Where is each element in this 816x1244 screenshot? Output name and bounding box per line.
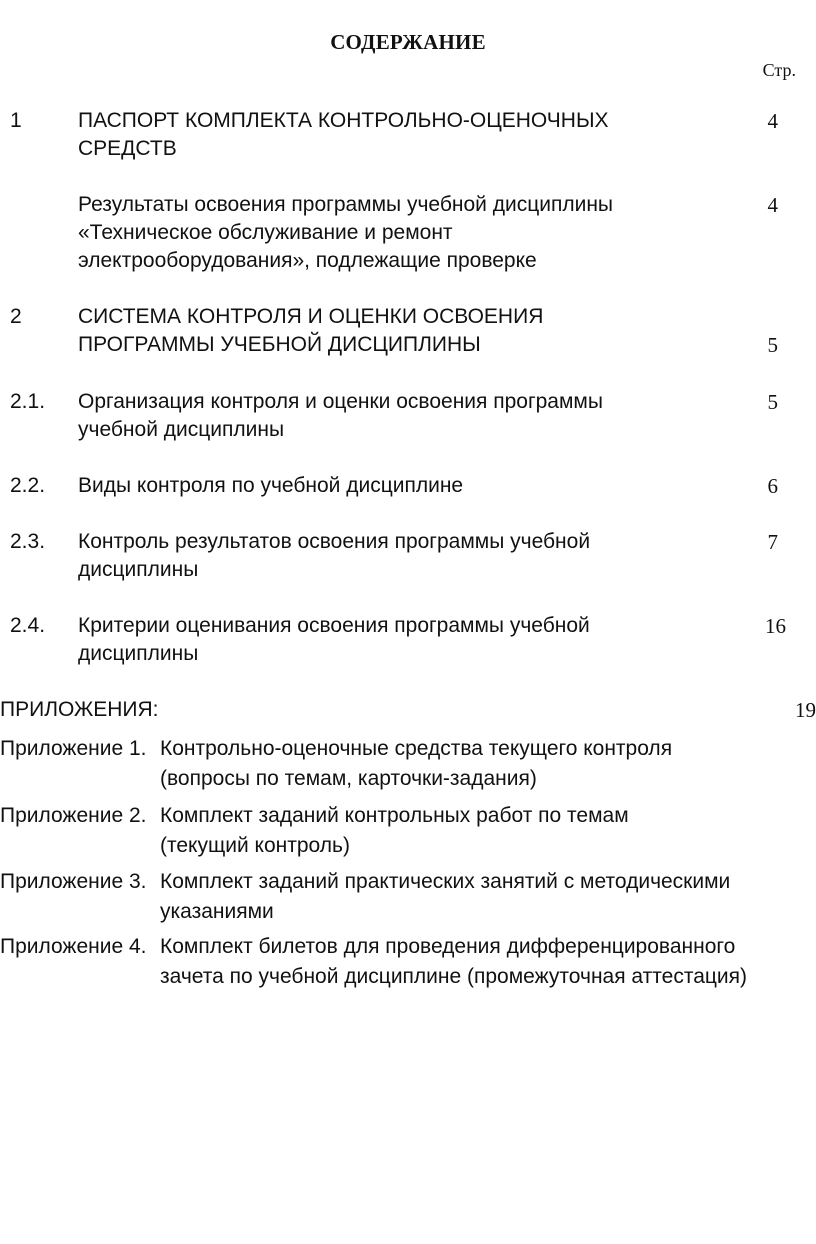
toc-number: 2.4. xyxy=(10,614,46,637)
toc-page: 16 xyxy=(765,614,786,638)
toc-text: Контроль результатов освоения программы учебной дисциплины xyxy=(78,530,591,581)
appendix-label: Приложение 3. xyxy=(0,870,147,893)
appendix-description: Комплект заданий практических занятий с методическими xyxy=(160,870,731,893)
toc-page: 7 xyxy=(767,530,778,554)
toc-number: 2.2. xyxy=(10,474,46,497)
appendix-description: Комплект заданий контрольных работ по темам xyxy=(160,804,629,827)
appendix-description-continued: (вопросы по темам, карточки-задания) xyxy=(160,767,537,790)
toc-text: ПАСПОРТ КОМПЛЕКТА КОНТРОЛЬНО-ОЦЕНОЧНЫХ СРЕДСТВ xyxy=(78,109,609,160)
toc-page: 6 xyxy=(767,474,778,498)
appendix-description-continued: зачета по учебной дисциплине (промежуточная аттестация) xyxy=(160,965,748,988)
toc-number: 2.3. xyxy=(10,530,46,553)
toc-text: Организация контроля и оценки освоения программы учебной дисциплины xyxy=(78,390,603,441)
toc-page: 5 xyxy=(767,333,778,357)
document-title: СОДЕРЖАНИЕ xyxy=(330,30,486,54)
appendix-description-continued: (текущий контроль) xyxy=(160,834,350,857)
page-column-header: Стр. xyxy=(762,60,796,80)
appendix-label: Приложение 2. xyxy=(0,804,147,827)
appendix-description: Комплект билетов для проведения дифференцированного xyxy=(160,935,736,958)
toc-page: 4 xyxy=(767,193,778,217)
toc-page: 4 xyxy=(767,109,778,133)
toc-text: Виды контроля по учебной дисциплине xyxy=(78,474,464,497)
toc-number: 2 xyxy=(10,305,22,328)
appendix-label: Приложение 4. xyxy=(0,935,147,958)
toc-text: Результаты освоения программы учебной дисциплины «Техническое обслуживание и ремонт электрооборудования», подлежащие проверке xyxy=(78,193,614,272)
toc-number: 1 xyxy=(10,109,22,132)
appendix-label: Приложение 1. xyxy=(0,737,147,760)
toc-text: Критерии оценивания освоения программы учебной дисциплины xyxy=(78,614,590,665)
toc-page: 5 xyxy=(767,390,778,414)
toc-text: СИСТЕМА КОНТРОЛЯ И ОЦЕНКИ ОСВОЕНИЯ ПРОГРАММЫ УЧЕБНОЙ ДИСЦИПЛИНЫ xyxy=(78,305,544,356)
appendix-description: Контрольно-оценочные средства текущего контроля xyxy=(160,737,673,760)
appendices-heading: ПРИЛОЖЕНИЯ: xyxy=(0,698,159,721)
toc-number: 2.1. xyxy=(10,390,46,413)
appendices-page: 19 xyxy=(795,698,816,722)
appendix-description-continued: указаниями xyxy=(160,900,274,923)
